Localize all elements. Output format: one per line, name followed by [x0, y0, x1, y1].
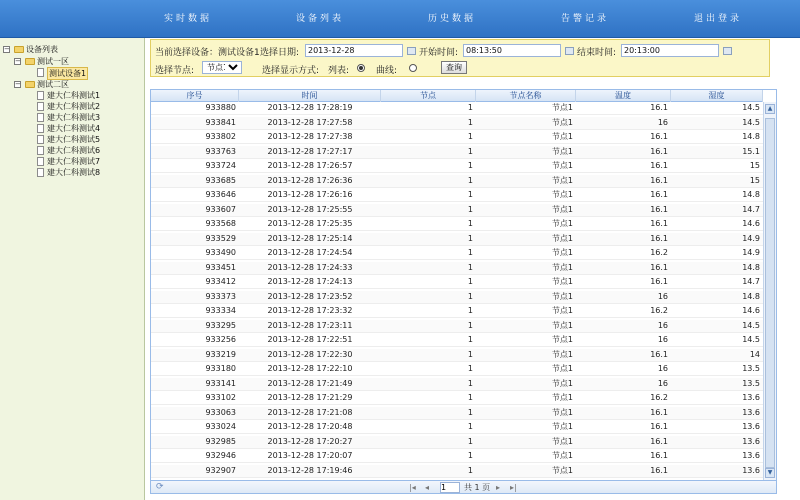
cell-temperature: 16: [657, 117, 668, 127]
collapse-icon[interactable]: −: [15, 57, 21, 65]
cell-time: 2013-12-28 17:23:11: [267, 320, 353, 330]
tree-group-label: 测试二区: [37, 80, 69, 89]
file-icon: [37, 68, 44, 77]
cell-node-name: 节点1: [551, 132, 573, 141]
list-option-label: 列表:: [328, 66, 350, 76]
cell-time: 2013-12-28 17:24:13: [267, 277, 353, 286]
cell-node: 1: [467, 465, 473, 475]
cell-time: 2013-12-28 17:20:07: [267, 451, 353, 460]
table-row[interactable]: [151, 204, 763, 217]
refresh-icon[interactable]: ⟳: [156, 482, 164, 492]
tree-group-label: 测试一区: [37, 57, 69, 66]
scroll-up-icon[interactable]: ▲: [765, 104, 775, 114]
calendar-icon[interactable]: [407, 47, 416, 55]
cell-node-name: 节点1: [551, 436, 573, 446]
table-row[interactable]: [151, 305, 763, 318]
cell-node: 1: [467, 407, 473, 417]
cell-humidity: 13.5: [742, 378, 760, 388]
start-time-input[interactable]: [463, 44, 561, 57]
tree-item-label: 建大仁科测试3: [47, 113, 101, 122]
cell-id: 933568: [205, 219, 236, 228]
scroll-thumb[interactable]: [765, 118, 775, 468]
cell-temperature: 16.1: [650, 161, 668, 170]
cell-time: 2013-12-28 17:26:16: [267, 190, 353, 199]
cell-node-name: 节点1: [551, 277, 573, 286]
cell-temperature: 16: [657, 320, 668, 330]
cell-id: 933102: [205, 393, 236, 402]
cell-node-name: 节点1: [551, 103, 573, 112]
grid-body: [151, 102, 763, 480]
cell-time: 2013-12-28 17:25:35: [267, 219, 353, 228]
cell-temperature: 16.1: [650, 422, 668, 431]
cell-id: 933451: [205, 262, 236, 272]
nav-history-data[interactable]: 历史数据: [427, 14, 476, 24]
table-row[interactable]: [151, 247, 763, 260]
cell-time: 2013-12-28 17:27:58: [267, 117, 353, 127]
cell-temperature: 16.1: [650, 146, 668, 156]
cell-node: 1: [467, 349, 473, 359]
cell-humidity: 14.8: [742, 190, 760, 199]
file-icon: [37, 124, 44, 133]
cell-temperature: 16.1: [650, 277, 668, 286]
col-header-id[interactable]: 序号: [151, 90, 239, 102]
cell-humidity: 14.5: [742, 335, 760, 344]
table-row[interactable]: [151, 465, 763, 478]
cell-temperature: 16.1: [650, 204, 668, 214]
col-header-node[interactable]: 节点: [381, 90, 476, 102]
cell-node: 1: [467, 277, 473, 286]
cell-humidity: 14.7: [742, 277, 760, 286]
cell-id: 933607: [205, 204, 236, 214]
cell-id: 933724: [205, 161, 236, 170]
end-time-input[interactable]: [621, 44, 719, 57]
cell-id: 933646: [205, 190, 236, 199]
collapse-icon[interactable]: −: [15, 80, 21, 88]
cell-humidity: 15: [749, 175, 760, 185]
prev-page-icon[interactable]: ◂: [425, 483, 430, 492]
cell-node: 1: [467, 204, 473, 214]
cell-node: 1: [467, 378, 473, 388]
table-row[interactable]: [151, 436, 763, 449]
cell-id: 933334: [205, 306, 236, 315]
cell-id: 933685: [205, 175, 236, 185]
cell-node: 1: [467, 291, 473, 301]
cell-node-name: 节点1: [551, 465, 573, 475]
next-page-icon[interactable]: ▸: [496, 483, 501, 492]
cell-time: 2013-12-28 17:21:49: [267, 378, 353, 388]
tree-item-label: 测试设备1: [49, 69, 87, 78]
file-icon: [37, 135, 44, 144]
cell-humidity: 14: [749, 349, 760, 359]
device-tree: [0, 38, 145, 500]
display-mode-label: 选择显示方式:: [262, 66, 320, 76]
nav-alarm-records[interactable]: 告警记录: [560, 14, 609, 24]
table-row[interactable]: [151, 320, 763, 333]
cell-id: 933256: [205, 335, 236, 344]
table-row[interactable]: [151, 291, 763, 304]
table-row[interactable]: [151, 363, 763, 376]
cell-time: 2013-12-28 17:27:38: [267, 132, 353, 141]
cell-time: 2013-12-28 17:27:17: [267, 146, 353, 156]
cell-node: 1: [467, 219, 473, 228]
cell-time: 2013-12-28 17:22:51: [267, 335, 353, 344]
date-label: 选择日期:: [260, 48, 300, 58]
cell-time: 2013-12-28 17:28:19: [267, 103, 353, 112]
col-header-humidity[interactable]: 湿度: [671, 90, 763, 102]
cell-temperature: 16.1: [650, 436, 668, 446]
cell-node-name: 节点1: [551, 364, 573, 373]
cell-time: 2013-12-28 17:26:36: [267, 175, 353, 185]
cell-id: 932985: [205, 436, 236, 446]
cell-humidity: 14.5: [742, 103, 760, 112]
cell-temperature: 16.1: [650, 262, 668, 272]
scroll-down-icon[interactable]: ▼: [765, 468, 775, 478]
cell-node-name: 节点1: [551, 393, 573, 402]
cell-node: 1: [467, 335, 473, 344]
cell-node: 1: [467, 436, 473, 446]
cell-humidity: 14.6: [742, 219, 760, 228]
cell-node: 1: [467, 248, 473, 257]
end-time-label: 结束时间:: [577, 48, 617, 58]
table-row[interactable]: [151, 117, 763, 130]
table-row[interactable]: [151, 233, 763, 246]
cell-node-name: 节点1: [551, 219, 573, 228]
cell-node: 1: [467, 103, 473, 112]
cell-node-name: 节点1: [551, 407, 573, 417]
nav-logout[interactable]: 退出登录: [693, 14, 742, 24]
cell-humidity: 14.5: [742, 117, 760, 127]
cell-time: 2013-12-28 17:19:46: [267, 465, 353, 475]
cell-node: 1: [467, 306, 473, 315]
file-icon: [37, 91, 44, 100]
cell-node: 1: [467, 175, 473, 185]
cell-temperature: 16: [657, 378, 668, 388]
cell-id: 932946: [205, 451, 236, 460]
cell-humidity: 15: [749, 161, 760, 170]
top-nav-bar: [0, 0, 800, 38]
cell-temperature: 16.1: [650, 219, 668, 228]
table-row[interactable]: [151, 146, 763, 159]
cell-humidity: 13.6: [742, 451, 760, 460]
cell-time: 2013-12-28 17:26:57: [267, 161, 353, 170]
cell-temperature: 16.1: [650, 451, 668, 460]
cell-humidity: 13.6: [742, 436, 760, 446]
cell-humidity: 14.6: [742, 306, 760, 315]
cell-temperature: 16.2: [650, 306, 668, 315]
tree-item-label: 建大仁科测试4: [47, 124, 101, 133]
cell-time: 2013-12-28 17:25:55: [267, 204, 353, 214]
cell-time: 2013-12-28 17:24:33: [267, 262, 353, 272]
table-row[interactable]: [151, 421, 763, 434]
query-filter-panel: [150, 39, 770, 77]
cell-humidity: 14.5: [742, 320, 760, 330]
cell-node: 1: [467, 320, 473, 330]
cell-time: 2013-12-28 17:22:30: [267, 349, 353, 359]
cell-time: 2013-12-28 17:24:54: [267, 248, 353, 257]
file-icon: [37, 102, 44, 111]
page-number-input[interactable]: [440, 482, 460, 493]
total-pages-label: 共 1 页: [464, 483, 491, 492]
vertical-scrollbar[interactable]: [763, 102, 776, 480]
cell-id: 933141: [205, 378, 236, 388]
cell-node-name: 节点1: [551, 117, 573, 127]
cell-time: 2013-12-28 17:22:10: [267, 364, 353, 373]
cell-node: 1: [467, 451, 473, 460]
col-header-time[interactable]: 时间: [239, 90, 381, 102]
cell-temperature: 16.2: [650, 248, 668, 257]
cell-temperature: 16.1: [650, 175, 668, 185]
folder-icon: [25, 81, 35, 88]
cell-node-name: 节点1: [551, 161, 573, 170]
cell-time: 2013-12-28 17:20:27: [267, 436, 353, 446]
cell-time: 2013-12-28 17:21:29: [267, 393, 353, 402]
cell-node-name: 节点1: [551, 175, 573, 185]
table-row[interactable]: [151, 218, 763, 231]
cell-node: 1: [467, 364, 473, 373]
cell-node: 1: [467, 262, 473, 272]
calendar-icon[interactable]: [565, 47, 574, 55]
table-row[interactable]: [151, 334, 763, 347]
cell-time: 2013-12-28 17:25:14: [267, 233, 353, 243]
cell-temperature: 16.1: [650, 465, 668, 475]
cell-id: 933024: [205, 422, 236, 431]
grid-header: [151, 90, 763, 102]
cell-humidity: 13.6: [742, 407, 760, 417]
cell-temperature: 16.1: [650, 349, 668, 359]
cell-humidity: 13.5: [742, 364, 760, 373]
cell-node-name: 节点1: [551, 248, 573, 257]
tree-item-label: 建大仁科测试5: [47, 135, 101, 144]
cell-id: 933490: [205, 248, 236, 257]
cell-temperature: 16.1: [650, 190, 668, 199]
cell-temperature: 16.1: [650, 407, 668, 417]
history-data-grid: [150, 89, 777, 494]
file-icon: [37, 157, 44, 166]
cell-humidity: 13.6: [742, 465, 760, 475]
table-row[interactable]: [151, 276, 763, 289]
date-input[interactable]: [305, 44, 403, 57]
cell-temperature: 16: [657, 364, 668, 373]
cell-node-name: 节点1: [551, 291, 573, 301]
file-icon: [37, 113, 44, 122]
cell-humidity: 13.6: [742, 422, 760, 431]
table-row[interactable]: [151, 131, 763, 144]
table-row[interactable]: [151, 450, 763, 463]
table-row[interactable]: [151, 160, 763, 173]
cell-id: 933295: [205, 320, 236, 330]
cell-node-name: 节点1: [551, 378, 573, 388]
cell-temperature: 16: [657, 335, 668, 344]
tree-item-label: 建大仁科测试8: [47, 168, 101, 177]
tree-item-label: 建大仁科测试7: [47, 157, 101, 166]
cell-temperature: 16.1: [650, 103, 668, 112]
nav-realtime-data[interactable]: 实时数据: [163, 14, 212, 24]
cell-node-name: 节点1: [551, 204, 573, 214]
current-device-label: 当前选择设备：测试设备1: [155, 48, 260, 58]
tree-item-label: 建大仁科测试6: [47, 146, 101, 155]
cell-node: 1: [467, 233, 473, 243]
curve-option-label: 曲线:: [376, 66, 398, 76]
query-button[interactable]: 查询: [441, 61, 467, 74]
cell-id: 932907: [205, 465, 236, 475]
cell-node-name: 节点1: [551, 306, 573, 315]
cell-humidity: 14.9: [742, 233, 760, 243]
cell-node-name: 节点1: [551, 320, 573, 330]
col-header-temperature[interactable]: 温度: [576, 90, 671, 102]
cell-id: 933880: [205, 103, 236, 112]
collapse-icon[interactable]: −: [4, 45, 10, 53]
cell-temperature: 16.1: [650, 233, 668, 243]
cell-node: 1: [467, 117, 473, 127]
cell-temperature: 16: [657, 291, 668, 301]
cell-id: 933841: [205, 117, 236, 127]
cell-node-name: 节点1: [551, 262, 573, 272]
cell-humidity: 14.8: [742, 291, 760, 301]
table-row[interactable]: [151, 392, 763, 405]
cell-humidity: 14.8: [742, 262, 760, 272]
cell-time: 2013-12-28 17:23:32: [267, 306, 353, 315]
table-row[interactable]: [151, 175, 763, 188]
last-page-icon[interactable]: ▸|: [510, 483, 517, 492]
list-radio[interactable]: [357, 64, 365, 72]
cell-humidity: 14.9: [742, 248, 760, 257]
tree-item-label: 建大仁科测试1: [47, 91, 101, 100]
cell-id: 933180: [205, 364, 236, 373]
table-row[interactable]: [151, 102, 763, 115]
cell-humidity: 13.6: [742, 393, 760, 402]
cell-humidity: 14.8: [742, 132, 760, 141]
cell-node: 1: [467, 161, 473, 170]
cell-node: 1: [467, 393, 473, 402]
cell-node: 1: [467, 190, 473, 199]
table-row[interactable]: [151, 189, 763, 202]
table-row[interactable]: [151, 349, 763, 362]
cell-node-name: 节点1: [551, 349, 573, 359]
curve-radio[interactable]: [409, 64, 417, 72]
cell-id: 933373: [205, 291, 236, 301]
tree-root-label: 设备列表: [26, 45, 58, 54]
col-header-node-name[interactable]: 节点名称: [476, 90, 576, 102]
table-row[interactable]: [151, 262, 763, 275]
cell-node-name: 节点1: [551, 451, 573, 460]
calendar-icon[interactable]: [723, 47, 732, 55]
table-row[interactable]: [151, 378, 763, 391]
cell-temperature: 16.2: [650, 393, 668, 402]
node-label: 选择节点:: [155, 66, 195, 76]
file-icon: [37, 146, 44, 155]
cell-node-name: 节点1: [551, 146, 573, 156]
nav-device-list[interactable]: 设备列表: [295, 14, 344, 24]
cell-id: 933219: [205, 349, 236, 359]
cell-time: 2013-12-28 17:21:08: [267, 407, 353, 417]
first-page-icon[interactable]: |◂: [409, 483, 416, 492]
cell-id: 933763: [205, 146, 236, 156]
cell-node-name: 节点1: [551, 190, 573, 199]
node-select[interactable]: [202, 61, 242, 74]
file-icon: [37, 168, 44, 177]
cell-node-name: 节点1: [551, 335, 573, 344]
folder-icon: [25, 58, 35, 65]
cell-humidity: 15.1: [742, 146, 760, 156]
cell-humidity: 14.7: [742, 204, 760, 214]
cell-node: 1: [467, 422, 473, 431]
start-time-label: 开始时间:: [419, 48, 459, 58]
pager-bar: [151, 480, 776, 494]
cell-node-name: 节点1: [551, 233, 573, 243]
cell-node-name: 节点1: [551, 422, 573, 431]
table-row[interactable]: [151, 407, 763, 420]
cell-node: 1: [467, 146, 473, 156]
cell-id: 933529: [205, 233, 236, 243]
cell-id: 933063: [205, 407, 236, 417]
cell-node: 1: [467, 132, 473, 141]
cell-time: 2013-12-28 17:20:48: [267, 422, 353, 431]
cell-id: 933802: [205, 132, 236, 141]
cell-temperature: 16.1: [650, 132, 668, 141]
folder-icon: [14, 46, 24, 53]
cell-time: 2013-12-28 17:23:52: [267, 291, 353, 301]
cell-id: 933412: [205, 277, 236, 286]
tree-item-label: 建大仁科测试2: [47, 102, 101, 111]
